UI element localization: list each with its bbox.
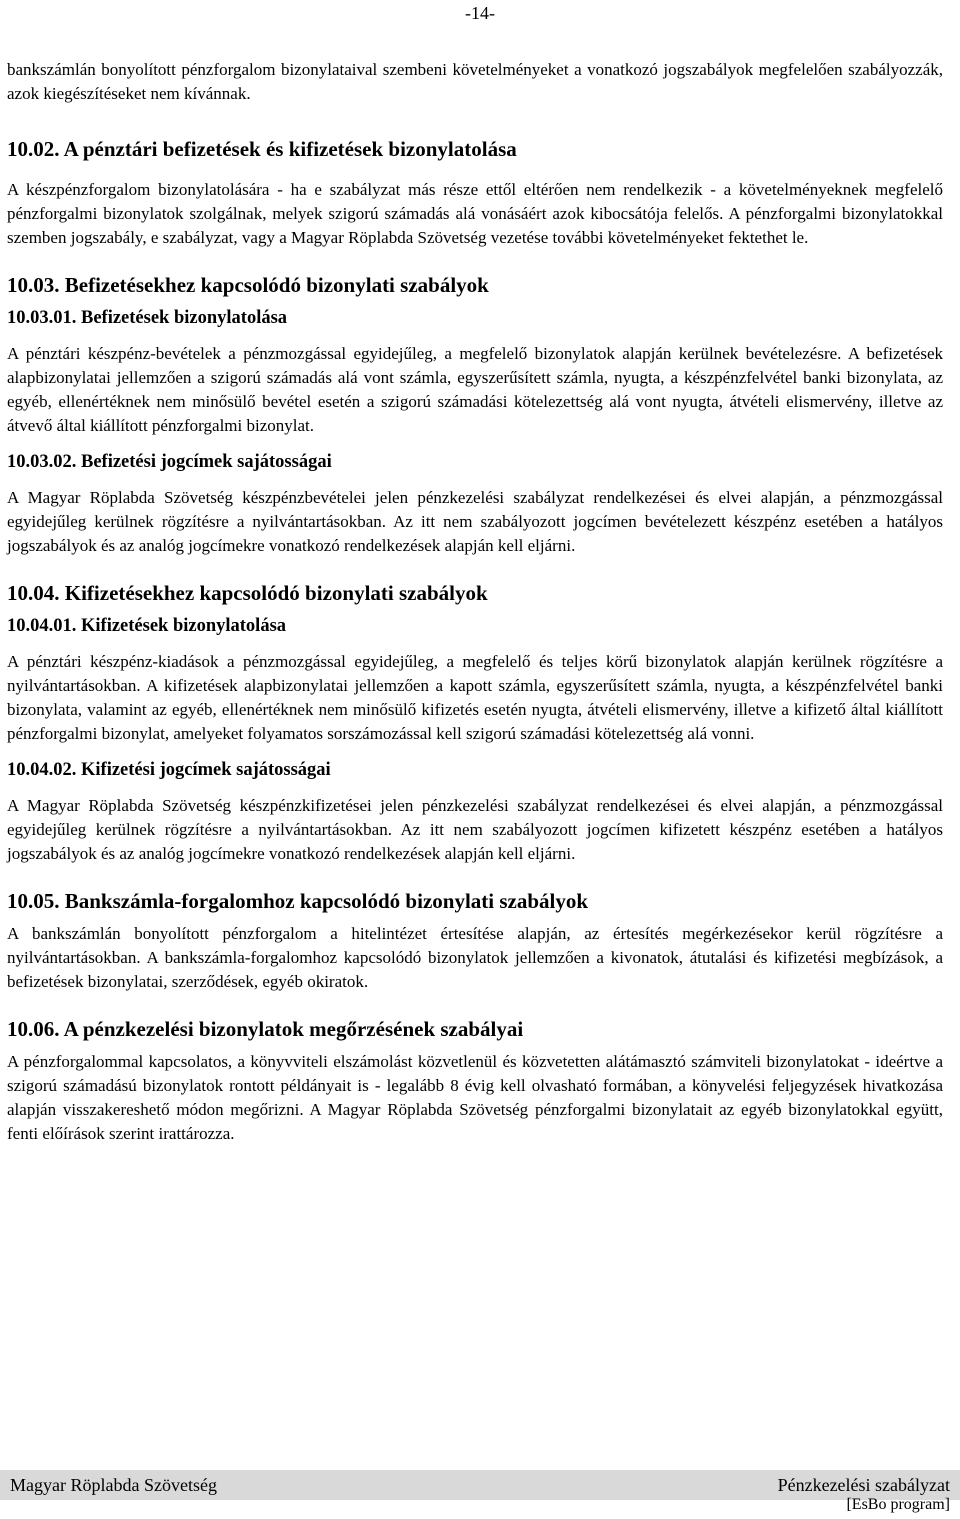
paragraph: A készpénzforgalom bizonylatolására - ha e szabályzat más része ettől eltérően nem rendelkezik - a követelményeknek megfelelő pénzforgalmi bizonylatok szolgálnak, melyek szigorú számadás alá vonásáért azok kibocsátója felelős. A pénzforgalmi bizonylatokkal szemben jogszabály, e szabályzat, vagy a Magyar Röplabda Szövetség vezetése további követelményeket fektethet le. — [7, 180, 943, 247]
subsection-heading: 10.03.01. Befizetések bizonylatolása — [7, 308, 288, 328]
paragraph: A Magyar Röplabda Szövetség készpénzbevételei jelen pénzkezelési szabályzat rendelkezései és elvei alapján, a pénzmozgással egyidejűleg kerülnek rögzítésre a nyilvántartásokban. Az itt nem szabályozott jogcímen bevételezett készpénz esetében a hatályos jogszabályok és az analóg jogcímekre vonatkozó rendelkezések alapján kell eljárni. — [7, 488, 943, 555]
paragraph: A pénzforgalommal kapcsolatos, a könyvviteli elszámolást közvetlenül és közvetetten alátámasztó számviteli bizonylatokat - ideértve a szigorú számadású bizonylatok rontott példányait is - legalább 8 évig kell olvasható formában, a könyvelési feljegyzések hivatkozása alapján visszakereshető módon megőrizni. A Magyar Röplabda Szövetség pénzforgalmi bizonylatait az egyéb bizonylatokkal együtt, fenti előírások szerint irattározza. — [7, 1052, 943, 1143]
section-heading: 10.05. Bankszámla-forgalomhoz kapcsolódó bizonylati szabályok — [7, 889, 589, 913]
subsection-heading: 10.04.01. Kifizetések bizonylatolása — [7, 616, 287, 636]
footer-organization: Magyar Röplabda Szövetség — [10, 1475, 217, 1495]
paragraph: A Magyar Röplabda Szövetség készpénzkifizetései jelen pénzkezelési szabályzat rendelkezései és elvei alapján, a pénzmozgással egyidejűleg kerülnek rögzítésre a nyilvántartásokban. Az itt nem szabályozott jogcímen kifizetett készpénz esetében a hatályos jogszabályok és az analóg jogcímekre vonatkozó rendelkezések alapján kell eljárni. — [7, 796, 943, 863]
section-heading: 10.04. Kifizetésekhez kapcsolódó bizonylati szabályok — [7, 581, 488, 605]
subsection-heading: 10.03.02. Befizetési jogcímek sajátosságai — [7, 452, 332, 472]
paragraph: bankszámlán bonyolított pénzforgalom bizonylataival szembeni követelményeket a vonatkozó jogszabályok megfelelően szabályozzák, azok kiegészítéseket nem kívánnak. — [7, 60, 943, 103]
footer-document-title: Pénzkezelési szabályzat — [777, 1475, 950, 1495]
paragraph: A bankszámlán bonyolított pénzforgalom a hitelintézet értesítése alapján, az értesítés megérkezésekor kerül rögzítésre a nyilvántartásokban. A bankszámla-forgalomhoz kapcsolódó bizonylatok jellemzően a kivonatok, átutalási és kifizetési megbízások, a befizetések bizonylatai, szerződések, egyéb okiratok. — [7, 924, 943, 991]
section-heading: 10.02. A pénztári befizetések és kifizetések bizonylatolása — [7, 137, 517, 161]
section-heading: 10.03. Befizetésekhez kapcsolódó bizonylati szabályok — [7, 273, 489, 297]
page-number: -14- — [465, 3, 495, 23]
subsection-heading: 10.04.02. Kifizetési jogcímek sajátosságai — [7, 760, 331, 780]
page-footer — [0, 1470, 960, 1500]
document-body — [7, 58, 943, 1146]
paragraph: A pénztári készpénz-kiadások a pénzmozgással egyidejűleg, a megfelelő és teljes körű bizonylatok alapján kerülnek rögzítésre a nyilvántartásokban. A kifizetések alapbizonylatai jellemzően a kapott számla, egyszerűsített számla, nyugta, a készpénzfelvétel banki bizonylata, valamint az egyéb, ellenértéknek nem minősülő kifizetés esetén nyugta, átvételi elismervény, illetve a kifizető által kiállított pénzforgalmi bizonylat, amelyeket folyamatos sorszámozással kell szigorú számadási kötelezettség alá vonni. — [7, 652, 943, 743]
paragraph: A pénztári készpénz-bevételek a pénzmozgással egyidejűleg, a megfelelő bizonylatok alapján kerülnek bevételezésre. A befizetések alapbizonylatai jellemzően a szigorú számadás alá vont számla, egyszerűsített számla, nyugta, a készpénzfelvétel banki bizonylata, az egyéb, ellenértéknek nem minősülő bevétel esetén a szigorú számadási kötelezettség alá vont nyugta, átvételi elismervény, illetve az átvevő által kiállított pénzforgalmi bizonylat. — [7, 344, 943, 435]
section-heading: 10.06. A pénzkezelési bizonylatok megőrzésének szabályai — [7, 1017, 524, 1041]
footer-program-label: [EsBo program] — [846, 1496, 950, 1513]
